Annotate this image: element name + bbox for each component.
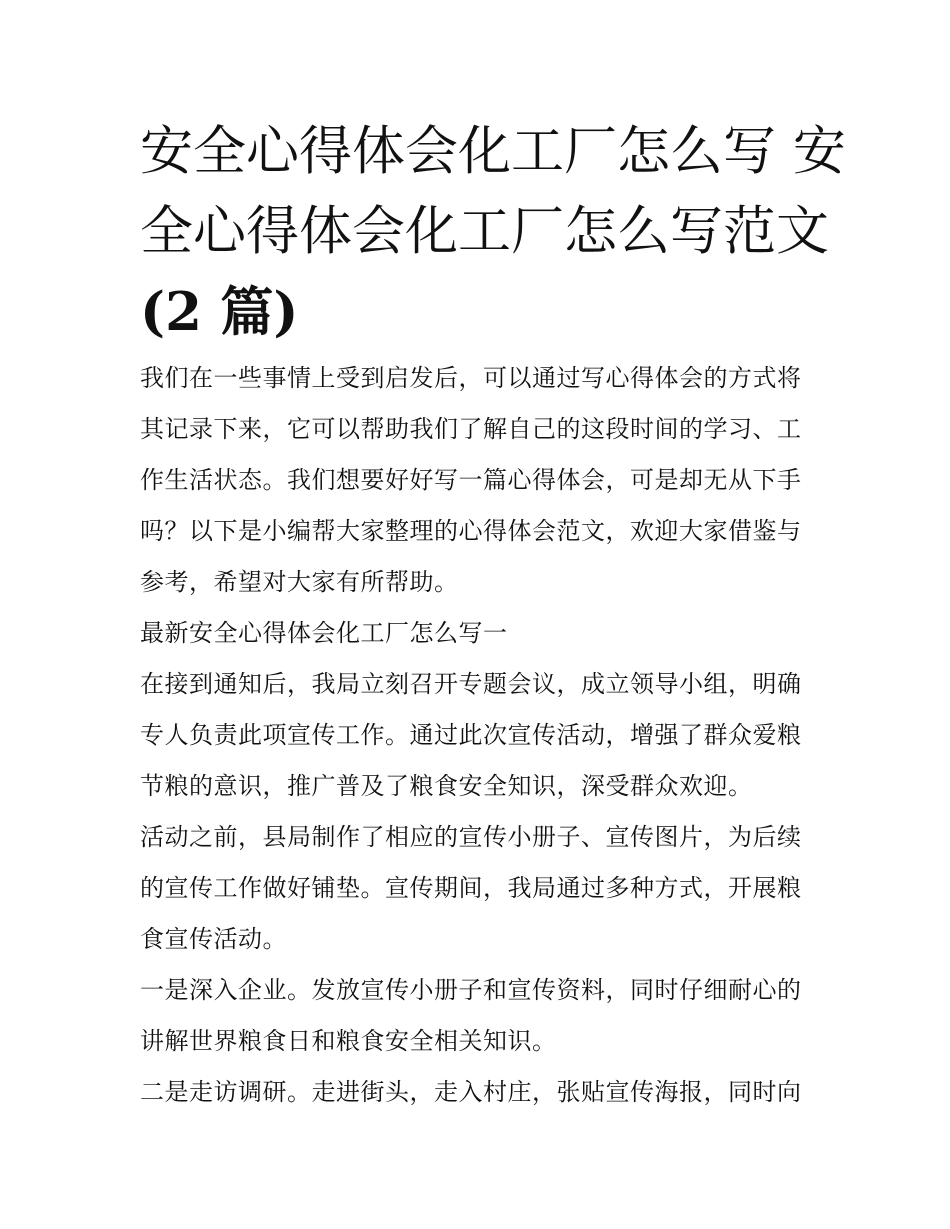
paragraph-2-line-3: 食宣传活动。 xyxy=(140,925,287,953)
intro-line-5: 参考，希望对大家有所帮助。 xyxy=(140,568,459,596)
title-line-1: 安全心得体会化工厂怎么写 安 xyxy=(140,121,846,182)
paragraph-1-line-1: 在接到通知后，我局立刻召开专题会议，成立领导小组，明确 xyxy=(140,670,802,698)
document-title xyxy=(140,112,846,352)
paragraph-3-line-2: 讲解世界粮食日和粮食安全相关知识。 xyxy=(140,1027,557,1055)
paragraph-3-line-1: 一是深入企业。发放宣传小册子和宣传资料，同时仔细耐心的 xyxy=(140,976,802,1004)
paragraph-2-line-2: 的宣传工作做好铺垫。宣传期间，我局通过多种方式，开展粮 xyxy=(140,874,802,902)
title-line-2: 全心得体会化工厂怎么写范文 xyxy=(140,201,829,262)
paragraph-1-line-3: 节粮的意识，推广普及了粮食安全知识，深受群众欢迎。 xyxy=(140,772,753,800)
section-heading: 最新安全心得体会化工厂怎么写一 xyxy=(140,619,508,647)
title-line-3: (2 篇) xyxy=(140,281,299,343)
intro-line-1: 我们在一些事情上受到启发后，可以通过写心得体会的方式将 xyxy=(140,364,802,392)
intro-line-4: 吗？以下是小编帮大家整理的心得体会范文，欢迎大家借鉴与 xyxy=(140,517,802,545)
paragraph-1-line-2: 专人负责此项宣传工作。通过此次宣传活动，增强了群众爱粮 xyxy=(140,721,802,749)
paragraph-4-line-1: 二是走访调研。走进街头，走入村庄，张贴宣传海报，同时向 xyxy=(140,1078,802,1106)
paragraph-2-line-1: 活动之前，县局制作了相应的宣传小册子、宣传图片，为后续 xyxy=(140,823,802,851)
intro-line-3: 作生活状态。我们想要好好写一篇心得体会，可是却无从下手 xyxy=(140,466,802,494)
intro-line-2: 其记录下来，它可以帮助我们了解自己的这段时间的学习、工 xyxy=(140,415,802,443)
